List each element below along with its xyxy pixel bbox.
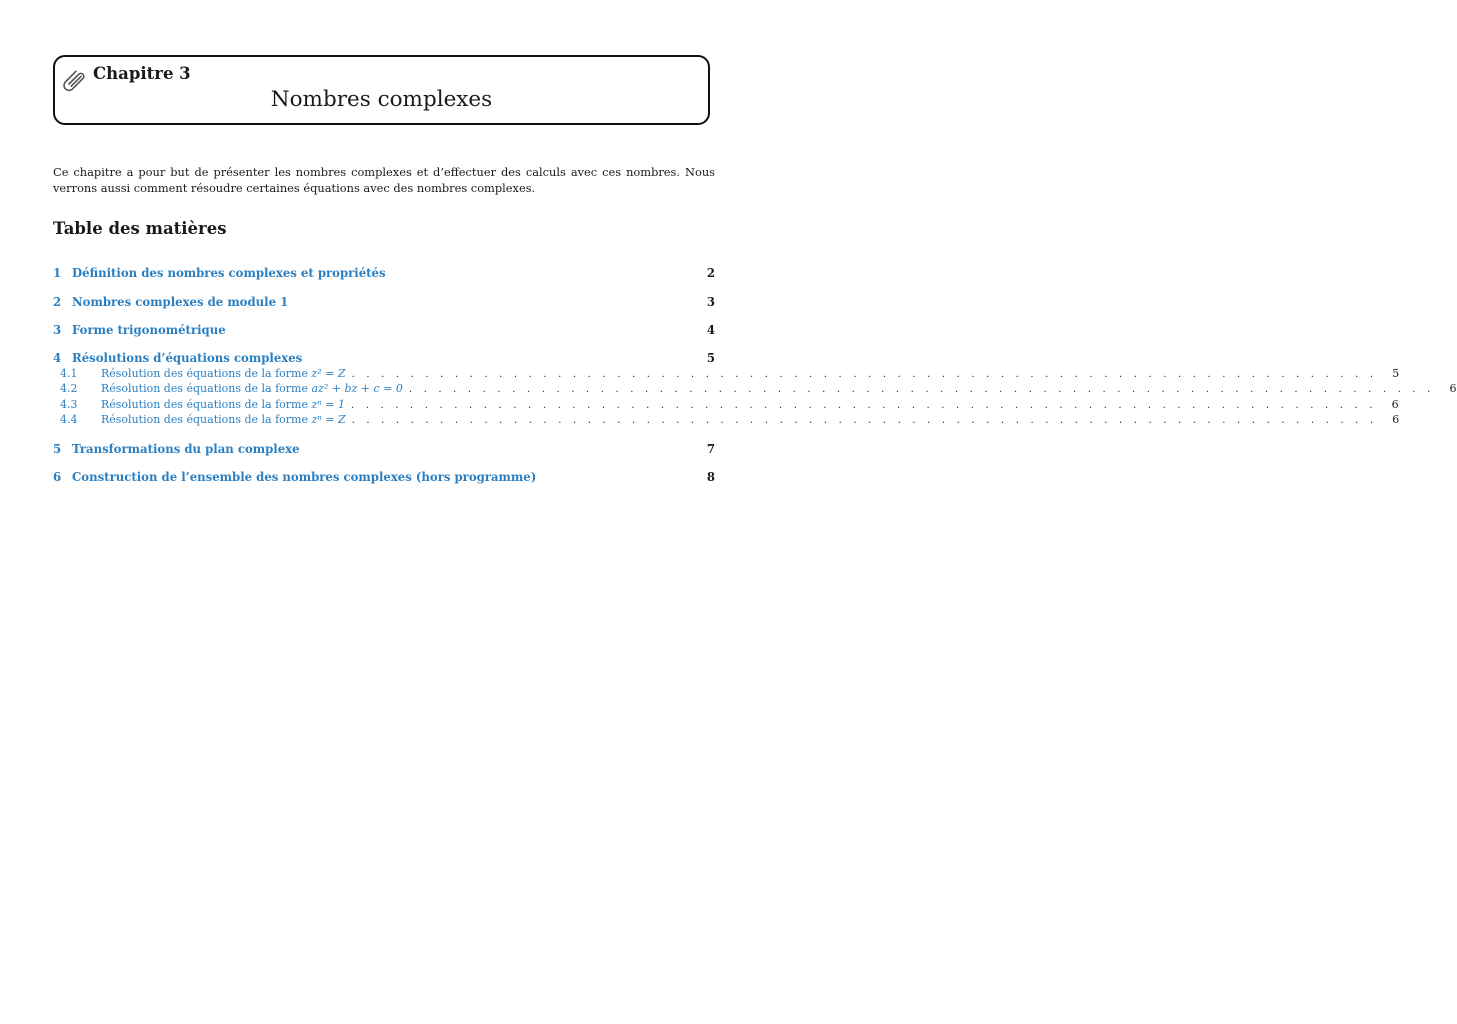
toc-section-title[interactable]: Définition des nombres complexes et propriétés (72, 266, 386, 280)
toc-subsection-title[interactable] (101, 382, 403, 395)
toc-section-2[interactable] (53, 295, 715, 311)
toc-subsection-number: 4.1 (60, 367, 78, 380)
toc-subsection-4-4[interactable] (60, 413, 1400, 428)
toc-subsection-number: 4.4 (60, 413, 78, 426)
toc-heading: Table des matières (53, 219, 227, 238)
toc-section-page: 4 (706, 323, 715, 337)
toc-section-4[interactable] (53, 351, 715, 367)
toc-subsection-page: 6 (1391, 398, 1399, 411)
chapter-label: Chapitre 3 (93, 64, 191, 83)
toc-subsection-title[interactable] (101, 413, 346, 426)
toc-subsection-4-3[interactable] (60, 398, 1399, 413)
toc-subsection-4-1[interactable] (60, 367, 1400, 382)
toc-section-number: 1 (53, 266, 62, 280)
toc-section-page: 3 (706, 295, 715, 309)
toc-section-title[interactable]: Nombres complexes de module 1 (72, 295, 289, 309)
toc-leader-dots: . . . . . . . . . . . . . . . . . . . . . . . . . . . . . . . . . . . . . . . . . . . . . . . . . . . . . . . . . . . . . . . . . . . . . . (350, 400, 1377, 411)
toc-section-number: 2 (53, 295, 62, 309)
toc-leader-dots: . . . . . . . . . . . . . . . . . . . . . . . . . . . . . . . . . . . . . . . . . . . . . . . . . . . . . . . . . . . . . . . . . . . . . . (408, 384, 1435, 395)
toc-subsection-prefix: Résolution des équations de la forme (101, 398, 308, 411)
toc-subsection-number: 4.2 (60, 382, 78, 395)
toc-section-1[interactable] (53, 266, 715, 282)
chapter-header-box (53, 55, 710, 125)
toc-section-5[interactable] (53, 442, 715, 458)
toc-section-page: 5 (706, 351, 715, 365)
toc-subsection-prefix: Résolution des équations de la forme (101, 413, 308, 426)
chapter-title: Nombres complexes (270, 87, 493, 112)
toc-section-title[interactable]: Résolutions d’équations complexes (72, 351, 303, 365)
toc-subsection-equation: z² = Z (311, 367, 346, 380)
toc-section-number: 5 (53, 442, 62, 456)
toc-subsection-page: 5 (1392, 367, 1400, 380)
toc-section-3[interactable] (53, 323, 715, 339)
toc-leader-dots: . . . . . . . . . . . . . . . . . . . . . . . . . . . . . . . . . . . . . . . . . . . . . . . . . . . . . . . . . . . . . . . . . . . . . . (351, 369, 1378, 380)
toc-section-title[interactable]: Forme trigonométrique (72, 323, 226, 337)
toc-subsection-page: 6 (1449, 382, 1457, 395)
toc-subsection-prefix: Résolution des équations de la forme (101, 367, 308, 380)
toc-section-number: 6 (53, 470, 62, 484)
toc-section-title[interactable]: Transformations du plan complexe (72, 442, 300, 456)
toc-subsection-title[interactable] (101, 367, 346, 380)
toc-subsection-number: 4.3 (60, 398, 78, 411)
toc-section-page: 2 (706, 266, 715, 280)
toc-subsection-equation: az² + bz + c = 0 (311, 382, 403, 395)
intro-paragraph: Ce chapitre a pour but de présenter les nombres complexes et d’effectuer des calculs avec ces nombres. Nous verrons aussi comment résoudre certaines équations avec des nombres complexes. (53, 165, 715, 195)
toc-subsection-equation: zⁿ = 1 (311, 398, 345, 411)
toc-subsection-4-2[interactable] (60, 382, 1457, 397)
toc-subsection-prefix: Résolution des équations de la forme (101, 382, 308, 395)
toc-subsection-title[interactable] (101, 398, 345, 411)
toc-section-title[interactable]: Construction de l’ensemble des nombres complexes (hors programme) (72, 470, 537, 484)
toc-subsection-page: 6 (1392, 413, 1400, 426)
toc-section-page: 7 (706, 442, 715, 456)
toc-subsection-equation: zⁿ = Z (311, 413, 346, 426)
toc-section-page: 8 (706, 470, 715, 484)
toc-section-number: 3 (53, 323, 62, 337)
toc-section-6[interactable] (53, 470, 715, 486)
toc-section-number: 4 (53, 351, 62, 365)
toc-leader-dots: . . . . . . . . . . . . . . . . . . . . . . . . . . . . . . . . . . . . . . . . . . . . . . . . . . . . . . . . . . . . . . . . . . . . . . (351, 415, 1378, 426)
